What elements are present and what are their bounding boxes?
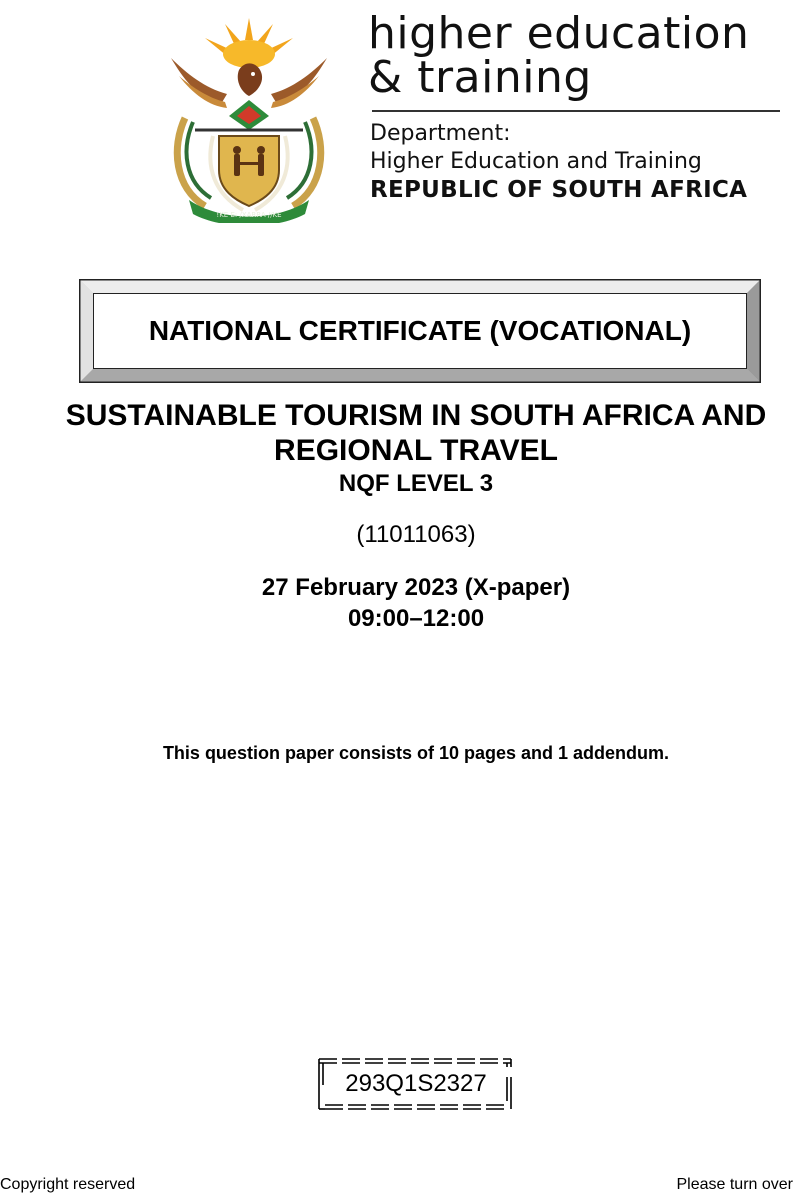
certificate-title-panel (93, 293, 747, 369)
crest-motto: !KE E: /XARRA //KE (216, 211, 282, 219)
brand-line-2: & training (368, 52, 592, 103)
brand-line-1: higher education (368, 8, 750, 59)
certificate-frame (79, 279, 761, 383)
sun-icon (205, 18, 293, 68)
exam-date: 27 February 2023 (X-paper) (261, 574, 571, 601)
footer-turn-over: Please turn over (676, 1176, 793, 1193)
certificate-title: NATIONAL CERTIFICATE (VOCATIONAL) (148, 315, 692, 346)
dept-name: Higher Education and Training (370, 149, 702, 174)
paper-code-box (315, 1055, 517, 1113)
department-block (370, 120, 747, 204)
dept-label: Department: (370, 121, 511, 146)
subject-line-1: SUSTAINABLE TOURISM IN SOUTH AFRICA AND (65, 399, 767, 432)
coat-of-arms-icon (165, 18, 333, 223)
exam-date-time (0, 572, 800, 634)
subject-title (0, 398, 800, 468)
subject-line-2: REGIONAL TRAVEL (274, 434, 558, 467)
page-count-notice: This question paper consists of 10 pages and 1 addendum. (162, 743, 670, 763)
paper-code: 293Q1S2327 (345, 1070, 487, 1097)
exam-time: 09:00–12:00 (347, 605, 485, 632)
brand-divider (372, 110, 780, 112)
nqf-level: NQF LEVEL 3 (338, 470, 494, 497)
subject-code: (11011063) (356, 521, 476, 548)
footer-copyright: Copyright reserved (0, 1176, 136, 1193)
dept-country: REPUBLIC OF SOUTH AFRICA (370, 177, 748, 203)
brand-title (368, 8, 750, 103)
